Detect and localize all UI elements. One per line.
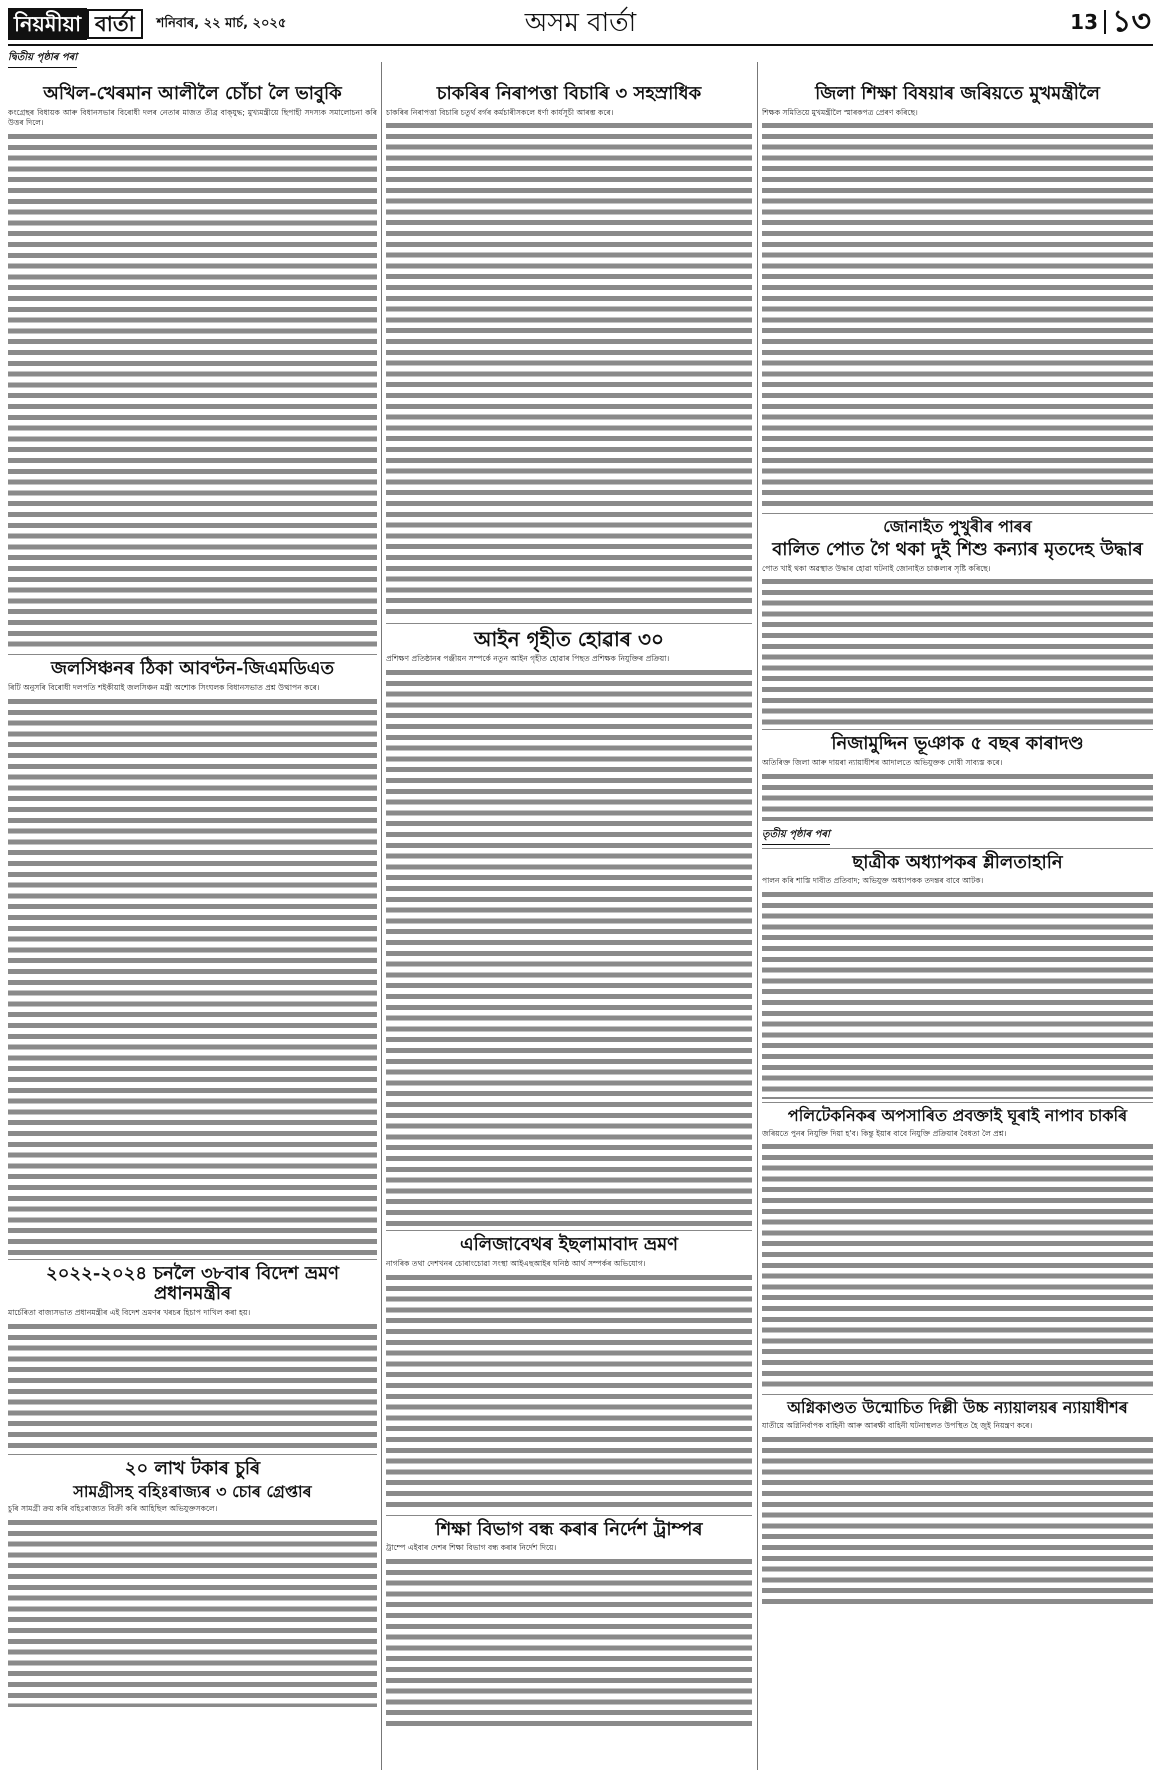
issue-date: শনিবাৰ, ২২ মাৰ্চ, ২০২৫ <box>156 15 287 31</box>
article-lead: চাকৰিৰ নিৰাপত্তা বিচাৰি চতুৰ্থ বৰ্গৰ কৰ্মচাৰীসকলে ধৰ্ণা কাৰ্যসূচী আৰম্ভ কৰে। <box>386 107 614 117</box>
column-1 <box>8 82 377 1772</box>
article[interactable] <box>762 84 1153 514</box>
page-number-latin: 13 <box>1070 10 1106 34</box>
article-body-text <box>762 1141 1153 1391</box>
article-lead: মাৰ্চেৰিতা বাজ্যসভাত প্ৰধানমন্ত্ৰীৰ এই বিদেশ ভ্ৰমণৰ খৰচৰ হিচাপ দাখিল কৰা হয়। <box>8 1308 251 1318</box>
article-headline: আইন গৃহীত হোৱাৰ ৩০ <box>473 627 665 652</box>
article-headline: অগ্নিকাণ্ডত উন্মোচিত দিল্লী উচ্চ ন্যায়ালয়ৰ ন্যায়াধীশৰ <box>787 1398 1128 1418</box>
article-headline: ২০ লাখ টকাৰ চুৰি <box>124 1457 261 1479</box>
article-headline: এলিজাবেথৰ ইছলামাবাদ ভ্ৰমণ <box>459 1234 679 1256</box>
article-lead: নাগৰিক তথা দেশখনৰ চোৰাংচোৱা সংস্থা আইএছআইৰ ঘনিষ্ঠ আৰ্থ সম্পৰ্কৰ অভিযোগ। <box>386 1258 646 1268</box>
article-body-text <box>8 1321 377 1451</box>
article-lead: অতিৰিক্ত জিলা আৰু দায়ৰা ন্যায়াধীশৰ আদালতে অভিযুক্তক দোষী সাব্যস্ত কৰে। <box>762 758 1003 768</box>
article[interactable] <box>386 1520 752 1729</box>
article-body-text <box>386 120 752 620</box>
article[interactable] <box>386 84 752 624</box>
article-body-text <box>8 1517 377 1707</box>
article-body-text <box>762 771 1153 821</box>
article[interactable] <box>762 853 1153 1103</box>
article-headline: চাকৰিৰ নিৰাপত্তা বিচাৰি ৩ সহস্ৰাধিক <box>436 83 702 104</box>
article[interactable] <box>8 659 377 1259</box>
article-headline: শিক্ষা বিভাগ বন্ধ কৰাৰ নিৰ্দেশ ট্ৰাম্পৰ <box>435 1518 703 1540</box>
article-headline: নিজামুদ্দিন ভূঞাক ৫ বছৰ কাৰাদণ্ড <box>831 733 1084 755</box>
article-body-text <box>762 1434 1153 1604</box>
article[interactable] <box>8 84 377 655</box>
article-headline: জোনাইত পুখুৰীৰ পাৰৰ <box>883 517 1032 537</box>
column-divider <box>757 62 758 1770</box>
continued-to-label: তৃতীয় পৃষ্ঠাৰ পৰা <box>762 827 830 845</box>
article-lead: পোত খাই থকা অৱস্থাত উদ্ধাৰ হোৱা ঘটনাই জোনাইত চাঞ্চল্যৰ সৃষ্টি কৰিছে। <box>762 563 991 573</box>
article-lead: যাতীয়ে অগ্নিনিৰ্বাপক বাহিনী আৰু আৰক্ষী বাহিনী ঘটনাস্থলত উপস্থিত হৈ জুই নিয়ন্ত্ৰণ কৰে। <box>762 1420 1033 1430</box>
article-body-text <box>762 889 1153 1099</box>
page-number-native: ১৩ <box>1112 4 1151 39</box>
masthead-rule <box>8 44 1153 46</box>
article-subheadline: বালিত পোত গৈ থকা দুই শিশু কন্যাৰ মৃতদেহ উদ্ধাৰ <box>772 538 1143 560</box>
section-title: অসম বাৰ্তা <box>524 8 637 38</box>
column-divider <box>381 62 382 1770</box>
article[interactable] <box>386 628 752 1231</box>
article[interactable] <box>386 1235 752 1515</box>
column-3 <box>762 82 1153 1772</box>
logo-part1: নিয়মীয়া <box>8 8 87 40</box>
article[interactable] <box>762 734 1153 848</box>
article[interactable] <box>8 1264 377 1455</box>
article-body-text <box>386 1556 752 1726</box>
article-lead: চুৰি সামগ্ৰী ক্ৰয় কৰি বহিঃৰাজ্যত বিক্ৰী কৰি আহিছিল অভিযুক্তসকলে। <box>8 1503 218 1513</box>
article[interactable] <box>762 518 1153 730</box>
article-body-text <box>762 120 1153 510</box>
article-headline: জলসিঞ্চনৰ ঠিকা আবণ্টন-জিএমডিএত <box>51 658 334 680</box>
article-body-text <box>8 131 377 651</box>
article-lead: শিক্ষক সমিতিয়ে মুখমন্ত্ৰীলৈ স্মাৰকপত্ৰ প্ৰেৰণ কৰিছে। <box>762 107 918 117</box>
article-headline: ২০২২-২০২৪ চনলৈ ৩৮বাৰ বিদেশ ভ্ৰমণ প্ৰধানমন্ত্ৰীৰ <box>46 1262 339 1305</box>
article-subheadline: সামগ্ৰীসহ বহিঃৰাজ্যৰ ৩ চোৰ গ্ৰেপ্তাৰ <box>73 1481 312 1501</box>
article-lead: ট্ৰাম্পে এইবাৰ দেশৰ শিক্ষা বিভাগ বন্ধ কৰাৰ নিৰ্দেশ দিয়ে। <box>386 1543 557 1553</box>
page-number <box>1070 6 1151 38</box>
article-headline: ছাত্ৰীক অধ্যাপকৰ শ্লীলতাহানি <box>852 851 1063 873</box>
article[interactable] <box>762 1107 1153 1395</box>
article-headline: পলিটেকনিকৰ অপসাৰিত প্ৰবক্তাই ঘূৰাই নাপাব চাকৰি <box>787 1106 1128 1126</box>
continued-from-label: দ্বিতীয় পৃষ্ঠাৰ পৰা <box>8 50 77 68</box>
article-lead: কংগ্ৰেছৰ বিধায়ক আৰু বিধানসভাৰ বিৰোধী দলৰ নেতাৰ মাজত তীব্ৰ বাক্‌যুদ্ধ; মুখ্যমন্ত্ৰীয়ে ছিপাহী সদস্যক সমালোচনা কৰি উত্তৰ দিলে। <box>8 107 377 128</box>
article-body-text <box>762 576 1153 726</box>
masthead <box>8 6 1153 42</box>
article-lead: ৰিটি অনুসৰি বিৰোধী দলপতি শইকীয়াই জলসিঞ্চন মন্ত্ৰী অশোক সিংঘলক বিধানসভাত প্ৰশ্ন উত্থাপন কৰে। <box>8 682 320 692</box>
article-headline: জিলা শিক্ষা বিষয়াৰ জৰিয়তে মুখমন্ত্ৰীলৈ <box>815 83 1100 104</box>
article-lead: পালন কৰি শাস্তি দাবীত প্ৰতিবাদ; অভিযুক্ত অধ্যাপকক তদন্তৰ বাবে আটক। <box>762 876 984 886</box>
article-lead: জৰিয়তে পুনৰ নিযুক্তি দিয়া হ'ব। কিন্তু ইয়াৰ বাবে নিযুক্তি প্ৰক্ৰিয়াৰ বৈধতা লৈ প্ৰশ্ন। <box>762 1128 1007 1138</box>
article-headline: অখিল-খেৰমান আলীলৈ চোঁচা লৈ ভাবুকি <box>43 83 342 104</box>
article-body-text <box>386 1272 752 1512</box>
column-2 <box>386 82 752 1772</box>
article-lead: প্ৰশিক্ষণ প্ৰতিষ্ঠানৰ পঞ্জীয়ন সম্পৰ্কে নতুন আইন গৃহীত হোৱাৰ পিছত প্ৰশিক্ষক নিযুক্তিৰ প্ৰক্ৰিয়া। <box>386 654 670 664</box>
article[interactable] <box>8 1459 377 1710</box>
article[interactable] <box>762 1399 1153 1606</box>
logo-part2: বাৰ্তা <box>87 9 143 39</box>
article-body-text <box>8 696 377 1256</box>
article-body-text <box>386 667 752 1227</box>
